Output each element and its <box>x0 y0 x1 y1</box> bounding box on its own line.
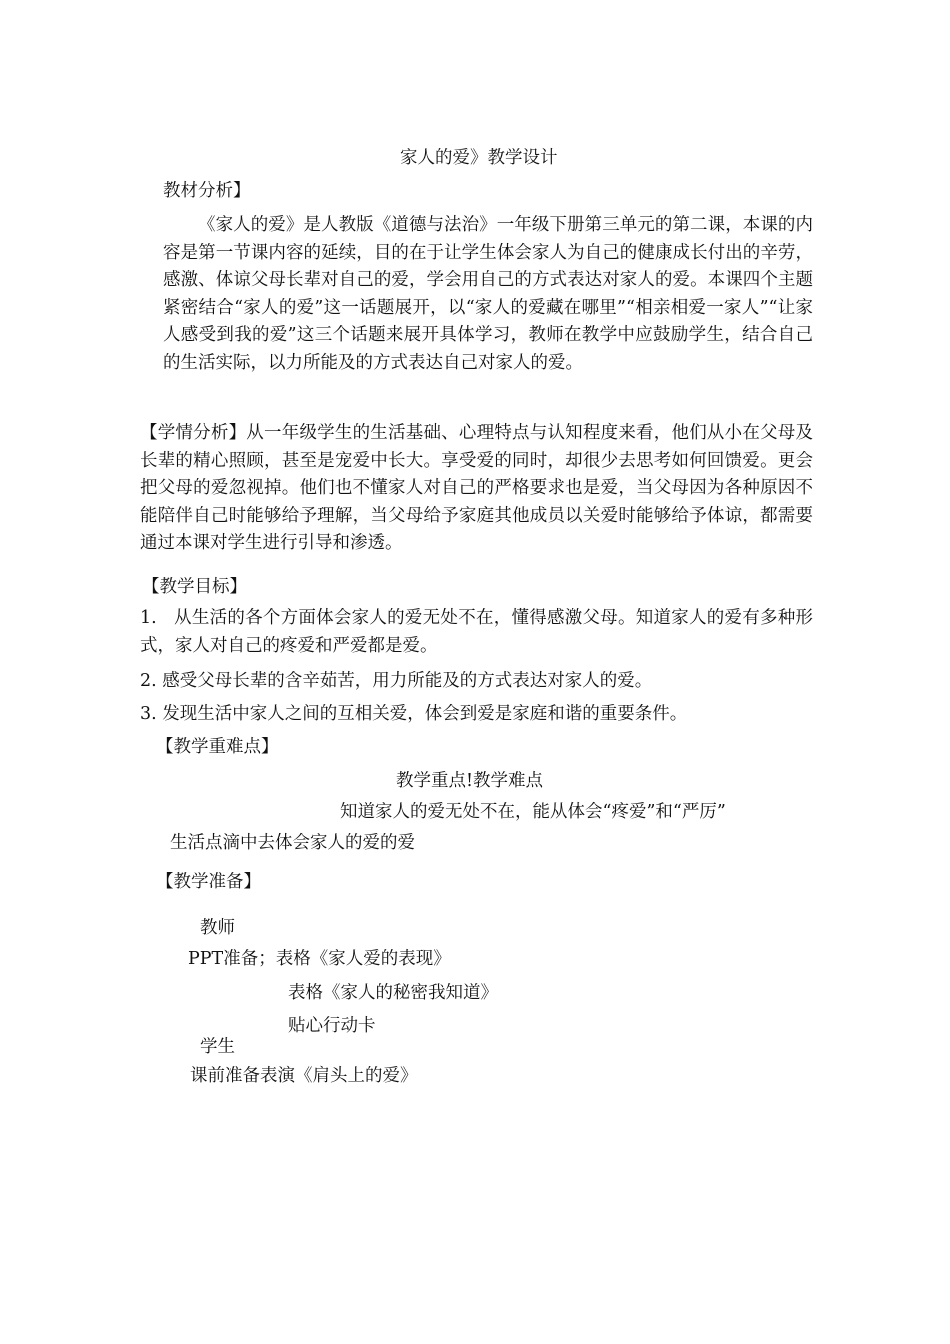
teacher-prep-item: PPT准备；表格《家人爱的表现》 <box>188 949 451 969</box>
teacher-prep-item: 贴心行动卡 <box>288 1016 376 1036</box>
teacher-prep-item: 表格《家人的秘密我知道》 <box>288 983 498 1003</box>
preparation-heading: 【教学准备】 <box>156 872 261 892</box>
student-prep-item: 课前准备表演《肩头上的爱》 <box>190 1066 418 1086</box>
document-title: 家人的爱》教学设计 <box>400 148 558 168</box>
teaching-goal-item: 2. 感受父母长辈的含辛茹苦，用力所能及的方式表达对家人的爱。 <box>140 671 653 691</box>
key-points-text-line: 生活点滴中去体会家人的爱的爱 <box>170 833 415 853</box>
key-points-subheading: 教学重点!教学难点 <box>396 771 544 791</box>
student-label: 学生 <box>200 1037 235 1057</box>
student-analysis-paragraph: 【学情分析】从一年级学生的生活基础、心理特点与认知程度来看，他们从小在父母及长辈的精心照顾，甚至是宠爱中长大。享受爱的同时，却很少去思考如何回馈爱。更会把父母的爱忽视掉。他们也不懂家人对自己的严格要求也是爱，当父母因为各种原因不能陪伴自己时能够给予理解，当父母给予家庭其他成员以关爱时能够给予体谅，都需要通过本课对学生进行引导和渗透。 <box>140 423 813 553</box>
textbook-analysis-paragraph: 《家人的爱》是人教版《道德与法治》一年级下册第三单元的第二课，本课的内容是第一节课内容的延续，目的在于让学生体会家人为自己的健康成长付出的辛劳，感激、体谅父母长辈对自己的爱，学会用自己的方式表达对家人的爱。本课四个主题紧密结合“家人的爱”这一话题展开，以“家人的爱藏在哪里”“相亲相爱一家人”“让家人感受到我的爱”这三个话题来展开具体学习，教师在教学中应鼓励学生，结合自己的生活实际，以力所能及的方式表达自己对家人的爱。 <box>163 215 813 373</box>
teaching-goal-item: 3. 发现生活中家人之间的互相关爱，体会到爱是家庭和谐的重要条件。 <box>140 704 688 724</box>
textbook-analysis-heading: 教材分析】 <box>163 181 251 201</box>
teacher-label: 教师 <box>200 918 235 938</box>
key-points-text-line: 知道家人的爱无处不在，能从体会“疼爱”和“严厉” <box>340 802 726 822</box>
teaching-goals-heading: 【教学目标】 <box>142 577 247 597</box>
teaching-goal-item: 1. 从生活的各个方面体会家人的爱无处不在，懂得感激父母。知道家人的爱有多种形式，家人对自己的疼爱和严爱都是爱。 <box>140 608 813 656</box>
key-points-heading: 【教学重难点】 <box>156 737 279 757</box>
